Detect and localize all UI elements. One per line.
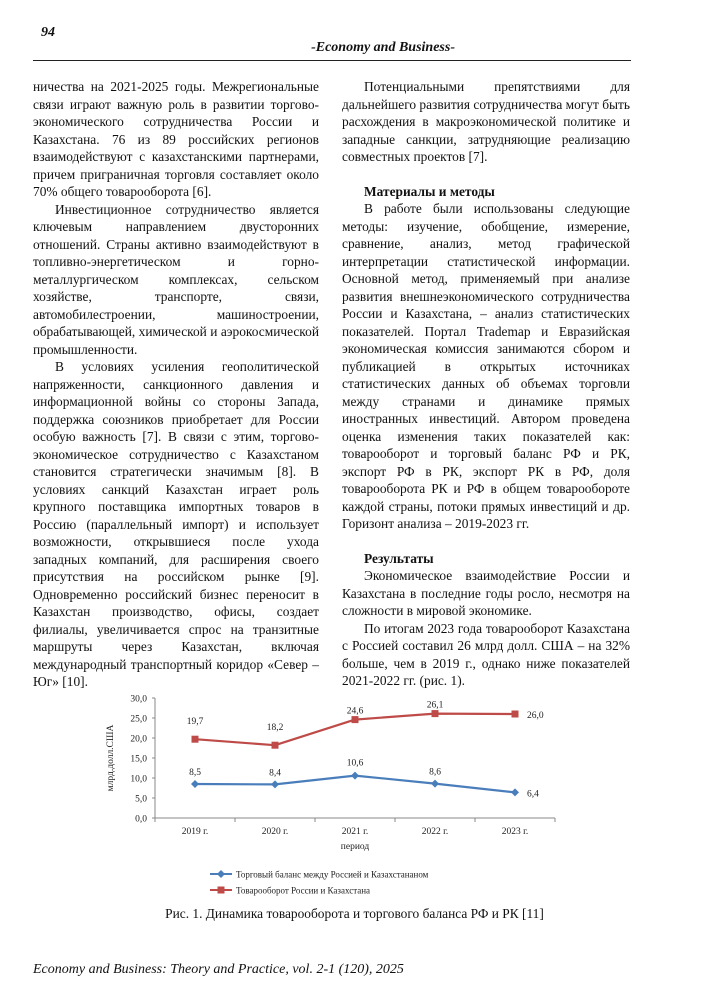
y-tick-label: 0,0: [135, 814, 147, 825]
figure-caption: Рис. 1. Динамика товарооборота и торгового баланса РФ и РК [11]: [165, 906, 544, 921]
x-tick-label: 2023 г.: [501, 827, 529, 837]
data-label: 18,2: [266, 723, 284, 734]
data-label: 8,5: [189, 768, 201, 778]
data-point: [432, 710, 439, 717]
paragraph: ничества на 2021-2025 годы. Межрегиональные связи играют важную роль в развитии торгово-экономического сотрудничества России и Казахстана. 76 из 89 российских регионов взаимодействуют с казахстанскими партнерами, причем приграничная торговля составляет около 70% общего товарооборота [6].: [33, 79, 319, 199]
legend-label: Товарооборот России и Казахстана: [236, 885, 371, 896]
x-axis-label: период: [340, 842, 370, 852]
data-point: [512, 711, 519, 718]
data-point: [191, 780, 199, 788]
legend-marker: [217, 870, 225, 878]
data-point: [511, 788, 519, 796]
data-label: 8,6: [429, 767, 441, 778]
page-number: 94: [41, 25, 55, 40]
paragraph: Инвестиционное сотрудничество является ключевым направлением двусторонних отношений. Страны активно взаимодействуют в топливно-энергетическом и горно-металлургическом комплексах, сельском хозяйстве, транспорте, связи, автомобилестроении, машиностроении, обрабатывающей, химической и аэрокосмической промышленности.: [33, 201, 319, 357]
data-point: [351, 772, 359, 780]
paragraph: По итогам 2023 года товарооборот Казахстана с Россией составил 26 млрд долл. США – на 32% больше, чем в 2019 г., однако ниже показателей 2021-2022 гг. (рис. 1).: [342, 620, 630, 688]
line-chart: [95, 690, 565, 902]
results-heading: Результаты: [364, 550, 434, 566]
data-point: [192, 736, 199, 743]
journal-footer: Economy and Business: Theory and Practice, vol. 2-1 (120), 2025: [33, 962, 404, 977]
data-point: [272, 742, 279, 749]
data-point: [271, 780, 279, 788]
data-point: [352, 716, 359, 723]
data-point: [431, 780, 439, 788]
paragraph: В условиях усиления геополитической напряженности, санкционного давления и информационной войны со стороны Запада, поддержка союзников приобретает для России особую важность [7]. В связи с этим, торгово-экономическое сотрудничество с Казахстаном становится стратегически значимым [8]. В условиях санкций Казахстан играет роль крупного поставщика импортных товаров в Россию (параллельный импорт) и использует возможности, открывшиеся после ухода западных компаний, для расширения своего присутствия на российском рынке [9]. Одновременно российский бизнес переносит в Казахстан производство, офисы, создает филиалы, увеличивается спрос на транзитные маршруты через Казахстан, включая международный транспортный коридор «Север – Юг» [10].: [33, 359, 319, 689]
figure-chart: [95, 690, 565, 902]
data-label: 10,6: [346, 758, 364, 769]
y-tick-label: 20,0: [130, 734, 147, 745]
y-axis-label: млрд.долл.США: [106, 724, 116, 792]
y-tick-label: 30,0: [130, 694, 147, 705]
x-tick-label: 2022 г.: [421, 827, 449, 837]
paragraph: Потенциальными препятствиями для дальнейшего развития сотрудничества могут быть расхождения в макроэкономической политике и западные санкции, затрудняющие реализацию совместных проектов [7].: [342, 79, 630, 164]
legend-label: Торговый баланс между Россией и Казахстананом: [236, 869, 429, 880]
y-tick-label: 25,0: [130, 714, 147, 725]
data-label: 19,7: [186, 717, 204, 728]
right-column: [342, 78, 630, 690]
left-column: [33, 78, 319, 691]
y-tick-label: 5,0: [135, 794, 147, 805]
y-tick-label: 15,0: [130, 754, 147, 765]
data-label: 26,1: [426, 700, 444, 711]
legend-marker: [218, 887, 225, 894]
methods-heading: Материалы и методы: [364, 183, 495, 199]
data-label: 6,4: [527, 789, 539, 800]
y-tick-label: 10,0: [130, 774, 147, 785]
x-tick-label: 2021 г.: [341, 827, 369, 837]
paragraph: В работе были использованы следующие методы: изучение, обобщение, измерение, сравнение, анализ, метод графической интерпретации статистической информации. Основной метод, применяемый при анализе развития внешнеэкономического сотрудничества России и Казахстана, – анализ статистических показателей. Портал Trademap и Евразийская экономическая комиссия занимаются сбором и публикацией в открытых источниках статистических данных об объемах торговли между странами и динамике прямых иностранных инвестиций. Автором проведена оценка изменения таких показателей как: товарооборот и торговый баланс РФ и РК, экспорт РФ в РК, экспорт РК в РФ, доля товарооборота РК и РФ в общем товарообороте каждой страны, потоки прямых инвестиций и др. Горизонт анализа – 2019-2023 гг.: [342, 201, 630, 531]
paragraph: Экономическое взаимодействие России и Казахстана в последние годы росло, несмотря на сложности в мировой экономике.: [342, 568, 630, 618]
x-tick-label: 2020 г.: [261, 827, 289, 837]
data-label: 26,0: [527, 711, 544, 721]
header-rule: [33, 60, 631, 61]
x-tick-label: 2019 г.: [181, 827, 209, 837]
data-label: 8,4: [269, 768, 281, 779]
running-title: -Economy and Business-: [311, 40, 455, 55]
data-label: 24,6: [346, 706, 364, 717]
